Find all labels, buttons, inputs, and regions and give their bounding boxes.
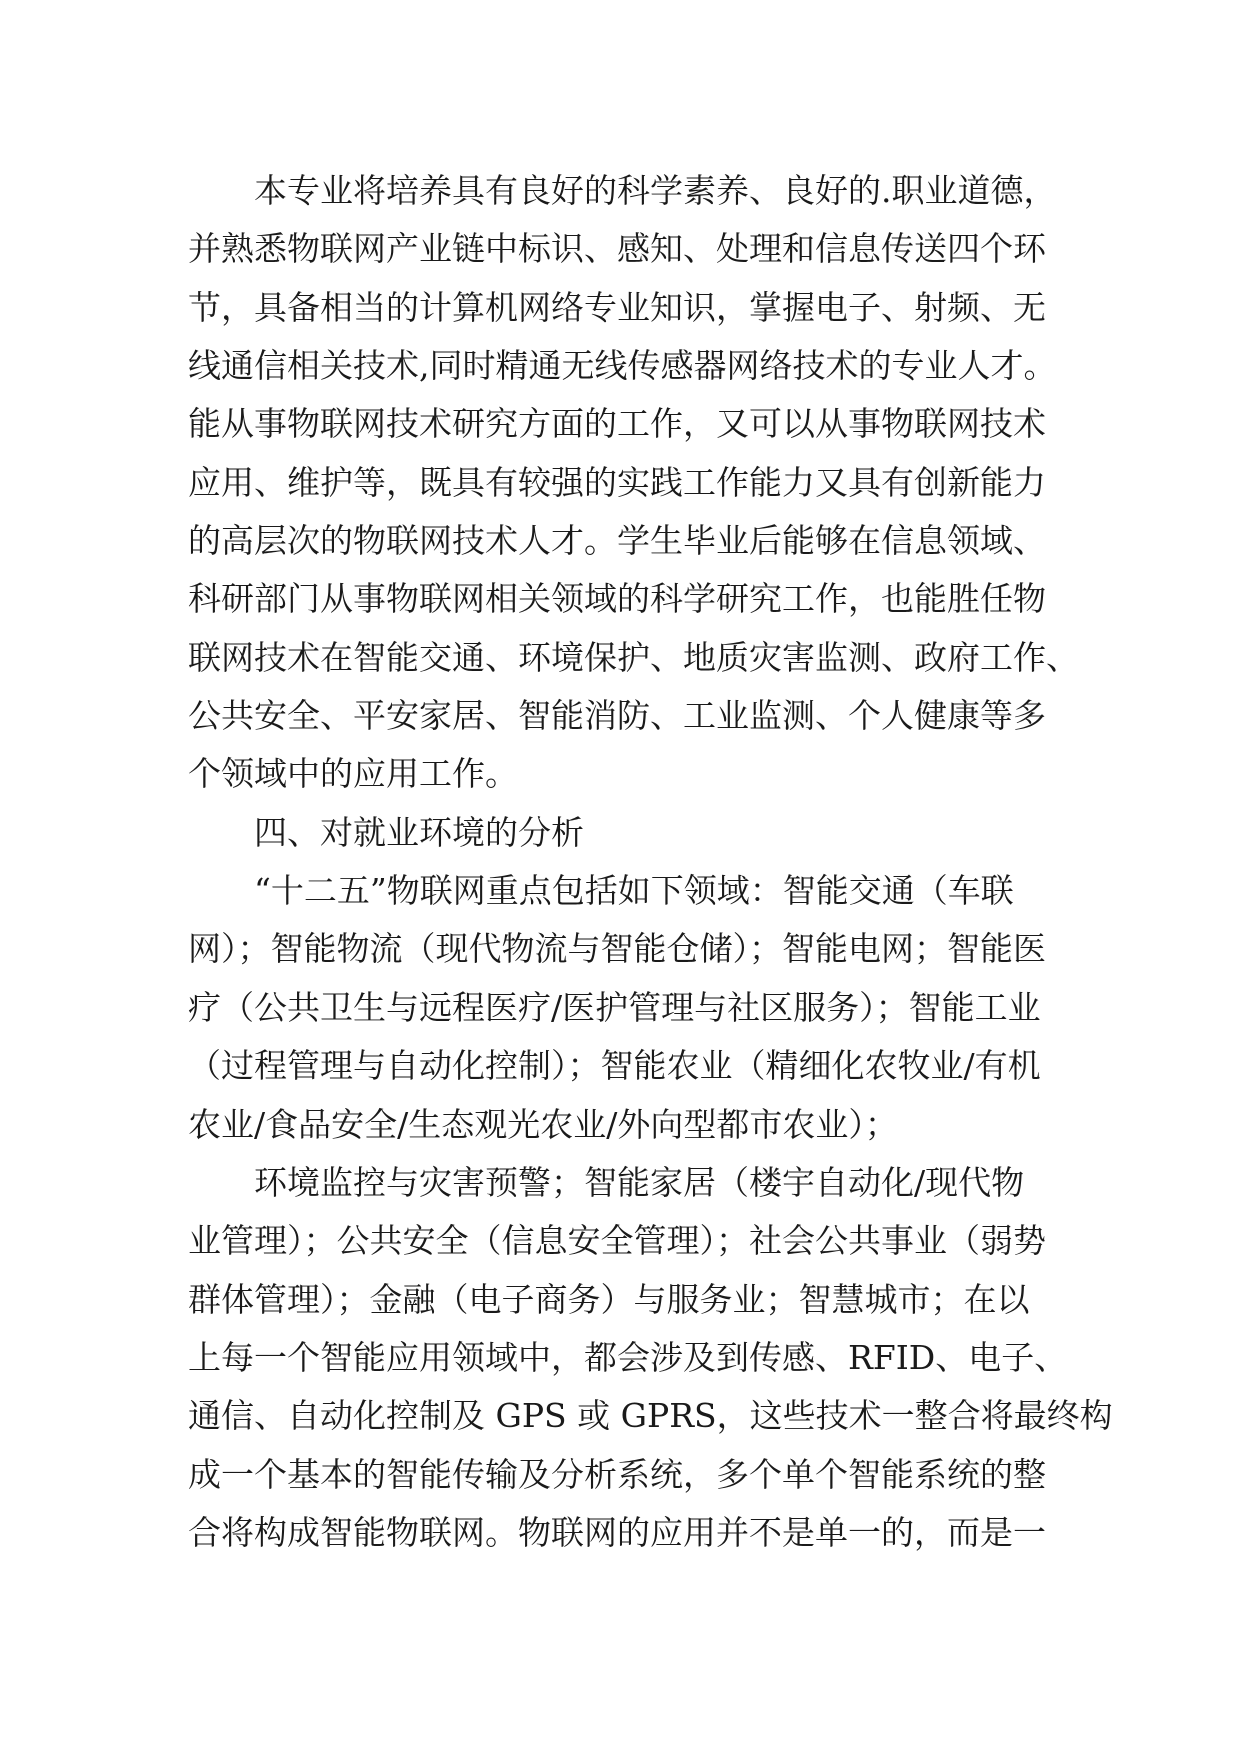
text-line: 群体管理）；金融（电子商务）与服务业；智慧城市；在以 bbox=[188, 1279, 1030, 1319]
text-line: 应用、维护等，既具有较强的实践工作能力又具有创新能力 bbox=[188, 462, 1046, 502]
text-line: 并熟悉物联网产业链中标识、感知、处理和信息传送四个环 bbox=[188, 229, 1046, 269]
text-line: 疗（公共卫生与远程医疗/医护管理与社区服务）；智能工业 bbox=[188, 987, 1041, 1027]
text-line: 环境监控与灾害预警；智能家居（楼宇自动化/现代物 bbox=[254, 1162, 1025, 1202]
text-line: 网）；智能物流（现代物流与智能仓储）；智能电网；智能医 bbox=[188, 929, 1046, 969]
text-line: 合将构成智能物联网。物联网的应用并不是单一的，而是一 bbox=[188, 1512, 1046, 1552]
text-line: 能从事物联网技术研究方面的工作，又可以从事物联网技术 bbox=[188, 404, 1046, 444]
text-line: 公共安全、平安家居、智能消防、工业监测、个人健康等多 bbox=[188, 696, 1046, 736]
text-line: 通信、自动化控制及 GPS 或 GPRS，这些技术一整合将最终构 bbox=[188, 1396, 1113, 1436]
text-line: 节，具备相当的计算机网络专业知识，掌握电子、射频、无 bbox=[188, 287, 1046, 327]
text-line: “十二五”物联网重点包括如下领域：智能交通（车联 bbox=[254, 871, 1014, 911]
text-line: 四、对就业环境的分析 bbox=[254, 812, 584, 852]
text-line: 联网技术在智能交通、环境保护、地质灾害监测、政府工作、 bbox=[188, 637, 1079, 677]
text-line: 农业/食品安全/生态观光农业/外向型都市农业）； bbox=[188, 1104, 898, 1144]
text-line: 本专业将培养具有良好的科学素养、良好的.职业道德， bbox=[254, 171, 1057, 210]
text-line: 线通信相关技术,同时精通无线传感器网络技术的专业人才。 bbox=[188, 346, 1057, 386]
text-line: 上每一个智能应用领域中，都会涉及到传感、RFID、电子、 bbox=[188, 1337, 1068, 1377]
text-line: （过程管理与自动化控制）；智能农业（精细化农牧业/有机 bbox=[188, 1046, 1041, 1086]
text-line: 科研部门从事物联网相关领域的科学研究工作，也能胜任物 bbox=[188, 579, 1046, 619]
text-line: 的高层次的物联网技术人才。学生毕业后能够在信息领域、 bbox=[188, 521, 1046, 561]
body-text bbox=[188, 162, 1113, 1562]
text-line: 业管理）；公共安全（信息安全管理）；社会公共事业（弱势 bbox=[188, 1221, 1046, 1261]
text-line: 成一个基本的智能传输及分析系统，多个单个智能系统的整 bbox=[188, 1454, 1046, 1494]
text-line: 个领域中的应用工作。 bbox=[188, 754, 518, 794]
